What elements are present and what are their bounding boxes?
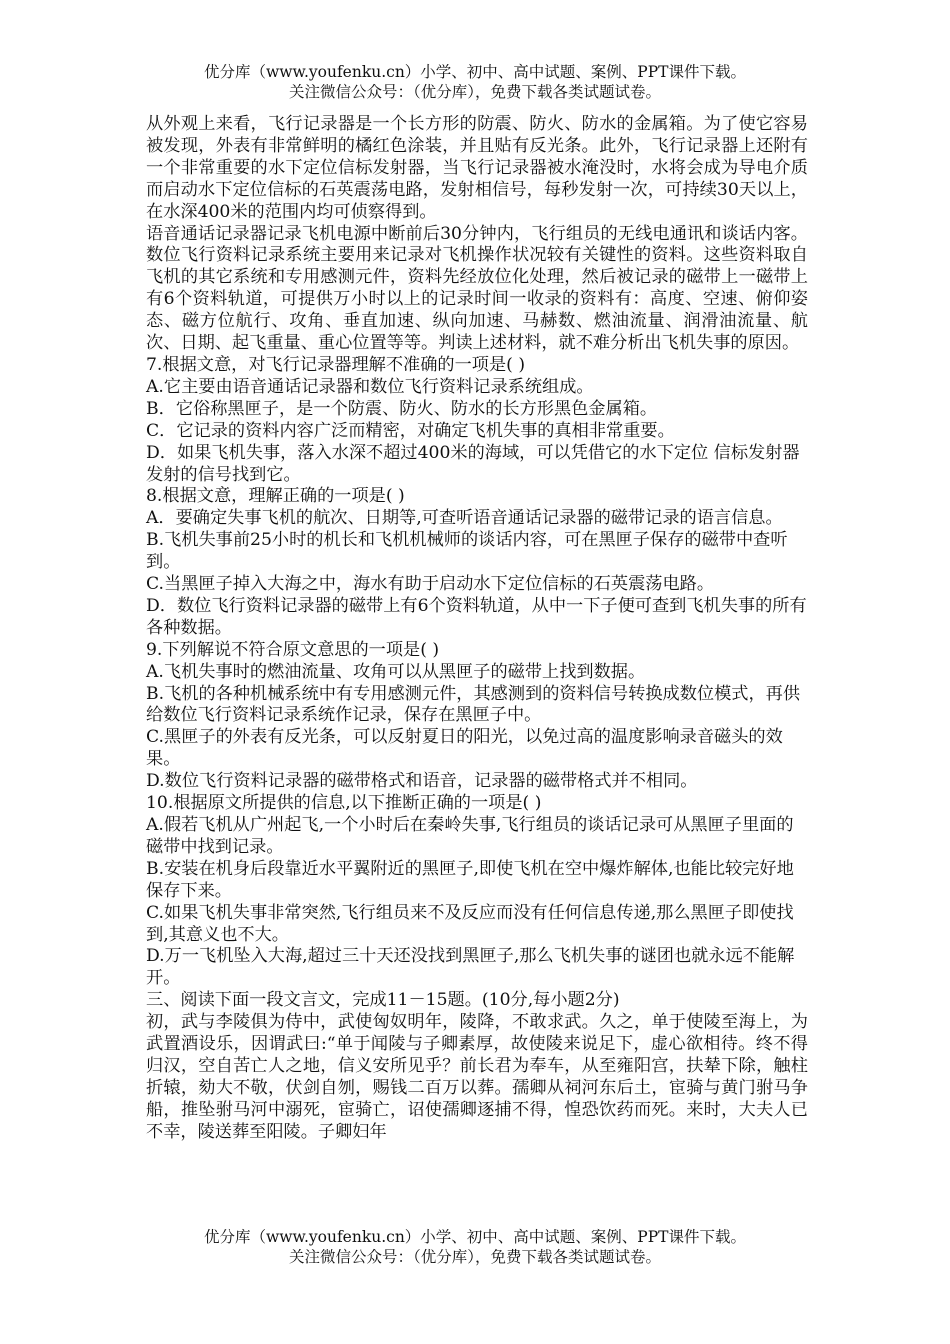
page-header (0, 62, 950, 102)
option-a: A.飞机失事时的燃油流量、攻角可以从黑匣子的磁带上找到数据。 (146, 661, 646, 682)
option-c: C.当黑匣子掉入大海之中，海水有助于启动水下定位信标的石英震荡电路。 (146, 574, 715, 595)
option-c: C.黑匣子的外表有反光条，可以反射夏日的阳光，以免过高的温度影响录音磁头的效果。 (146, 727, 783, 770)
header-line-2: 关注微信公众号：（优分库），免费下载各类试题试卷。 (288, 83, 661, 101)
option-a: A.它主要由语音通话记录器和数位飞行资料记录系统组成。 (146, 376, 594, 397)
question-9 (146, 640, 808, 793)
option-c: C．它记录的资料内容广泛而精密，对确定飞机失事的真相非常重要。 (146, 420, 675, 441)
option-d: D．如果飞机失事，落入水深不超过400米的海域，可以凭借它的水下定位 信标发射器发射的信号找到它。 (146, 442, 800, 485)
question-stem: 8.根据文意，理解正确的一项是( ) (146, 486, 405, 507)
question-stem: 7.根据文意，对飞行记录器理解不准确的一项是( ) (146, 354, 526, 375)
question-7 (146, 355, 808, 486)
option-b: B．它俗称黑匣子，是一个防震、防火、防水的长方形黑色金属箱。 (146, 398, 658, 419)
option-a: A.假若飞机从广州起飞,一个小时后在秦岭失事,飞行组员的谈话记录可从黑匣子里面的磁带中找到记录。 (146, 815, 794, 857)
option-b: B.飞机的各种机械系统中有专用感测元件，其感测到的资料信号转换成数位模式，再供给数位飞行资料记录系统作记录，保存在黑匣子中。 (146, 683, 801, 726)
option-b: B.飞机失事前25小时的机长和飞机机械师的谈话内容，可在黑匣子保存的磁带中查听到。 (146, 530, 788, 573)
classical-passage: 初，武与李陵俱为侍中，武使匈奴明年，陵降，不敢求武。久之，单于使陵至海上，为武置酒设乐，因谓武曰:“单于闻陵与子卿素厚，故使陵来说足下，虚心欲相待。终不得归汉，空自苦亡人之地，信义安所见乎？前长君为奉车，从至雍阳宫，扶辇下除，触柱折辕，劾大不敬，伏剑自刎，赐钱二百万以葬。孺卿从祠河东后土，宦骑与黄门驸马争船，推坠驸马河中溺死，宦骑亡，诏使孺卿逐捕不得，惶恐饮药而死。来时，大夫人已不幸，陵送葬至阳陵。子卿妇年 (146, 1012, 808, 1142)
question-stem: 10.根据原文所提供的信息,以下推断正确的一项是( ) (146, 793, 542, 814)
option-a: A．要确定失事飞机的航次、日期等,可查听语音通话记录器的磁带记录的语言信息。 (146, 508, 783, 529)
passage-paragraph-1: 从外观上来看，飞行记录器是一个长方形的防震、防火、防水的金属箱。为了使它容易被发现，外表有非常鲜明的橘红色涂装，并且贴有反光条。此外，飞行记录器上还附有一个非常重要的水下定位信标发射器，当飞行记录器被水淹没时，水将会成为导电介质而启动水下定位信标的石英震荡电路，发射相信号，每秒发射一次，可持续30天以上，在水深400米的范围内均可侦察得到。 (146, 114, 808, 222)
option-b: B.安装在机身后段靠近水平翼附近的黑匣子,即使飞机在空中爆炸解体,也能比较完好地保存下来。 (146, 858, 794, 901)
option-d: D．数位飞行资料记录器的磁带上有6个资料轨道，从中一下子便可查到飞机失事的所有各种数据。 (146, 595, 807, 638)
question-10 (146, 793, 808, 990)
document-body (146, 114, 808, 1144)
section-heading: 三、阅读下面一段文言文，完成11－15题。(10分,每小题2分) (146, 990, 620, 1011)
passage-paragraph-2: 语音通话记录器记录飞机电源中断前后30分钟内，飞行组员的无线电通讯和谈话内客。数位飞行资料记录系统主要用来记录对飞机操作状况较有关键性的资料。这些资料取自飞机的其它系统和专用感测元件，资料先经放位化处理，然后被记录的磁带上一磁带上有6个资料轨道，可提供万小时以上的记录时间一收录的资料有：高度、空速、俯仰姿态、磁方位航行、攻角、垂直加速、纵向加速、马赫数、燃油流量、润滑油流量、航次、日期、起飞重量、重心位置等等。判读上述材料，就不难分析出飞机失事的原因。 (146, 223, 808, 354)
footer-line-1: 优分库（www.youfenku.cn）小学、初中、高中试题、案例、PPT课件下载。 (203, 1228, 747, 1246)
question-8 (146, 486, 808, 639)
page-footer (0, 1227, 950, 1267)
footer-line-2: 关注微信公众号：（优分库），免费下载各类试题试卷。 (288, 1248, 661, 1266)
option-d: D.万一飞机坠入大海,超过三十天还没找到黑匣子,那么飞机失事的谜团也就永远不能解开。 (146, 946, 795, 989)
option-c: C.如果飞机失事非常突然,飞行组员来不及反应而没有任何信息传递,那么黑匣子即使找到,其意义也不大。 (146, 902, 794, 945)
header-line-1: 优分库（www.youfenku.cn）小学、初中、高中试题、案例、PPT课件下载。 (203, 63, 747, 81)
question-stem: 9.下列解说不符合原文意思的一项是( ) (146, 639, 440, 660)
option-d: D.数位飞行资料记录器的磁带格式和语音，记录器的磁带格式并不相同。 (146, 771, 698, 792)
